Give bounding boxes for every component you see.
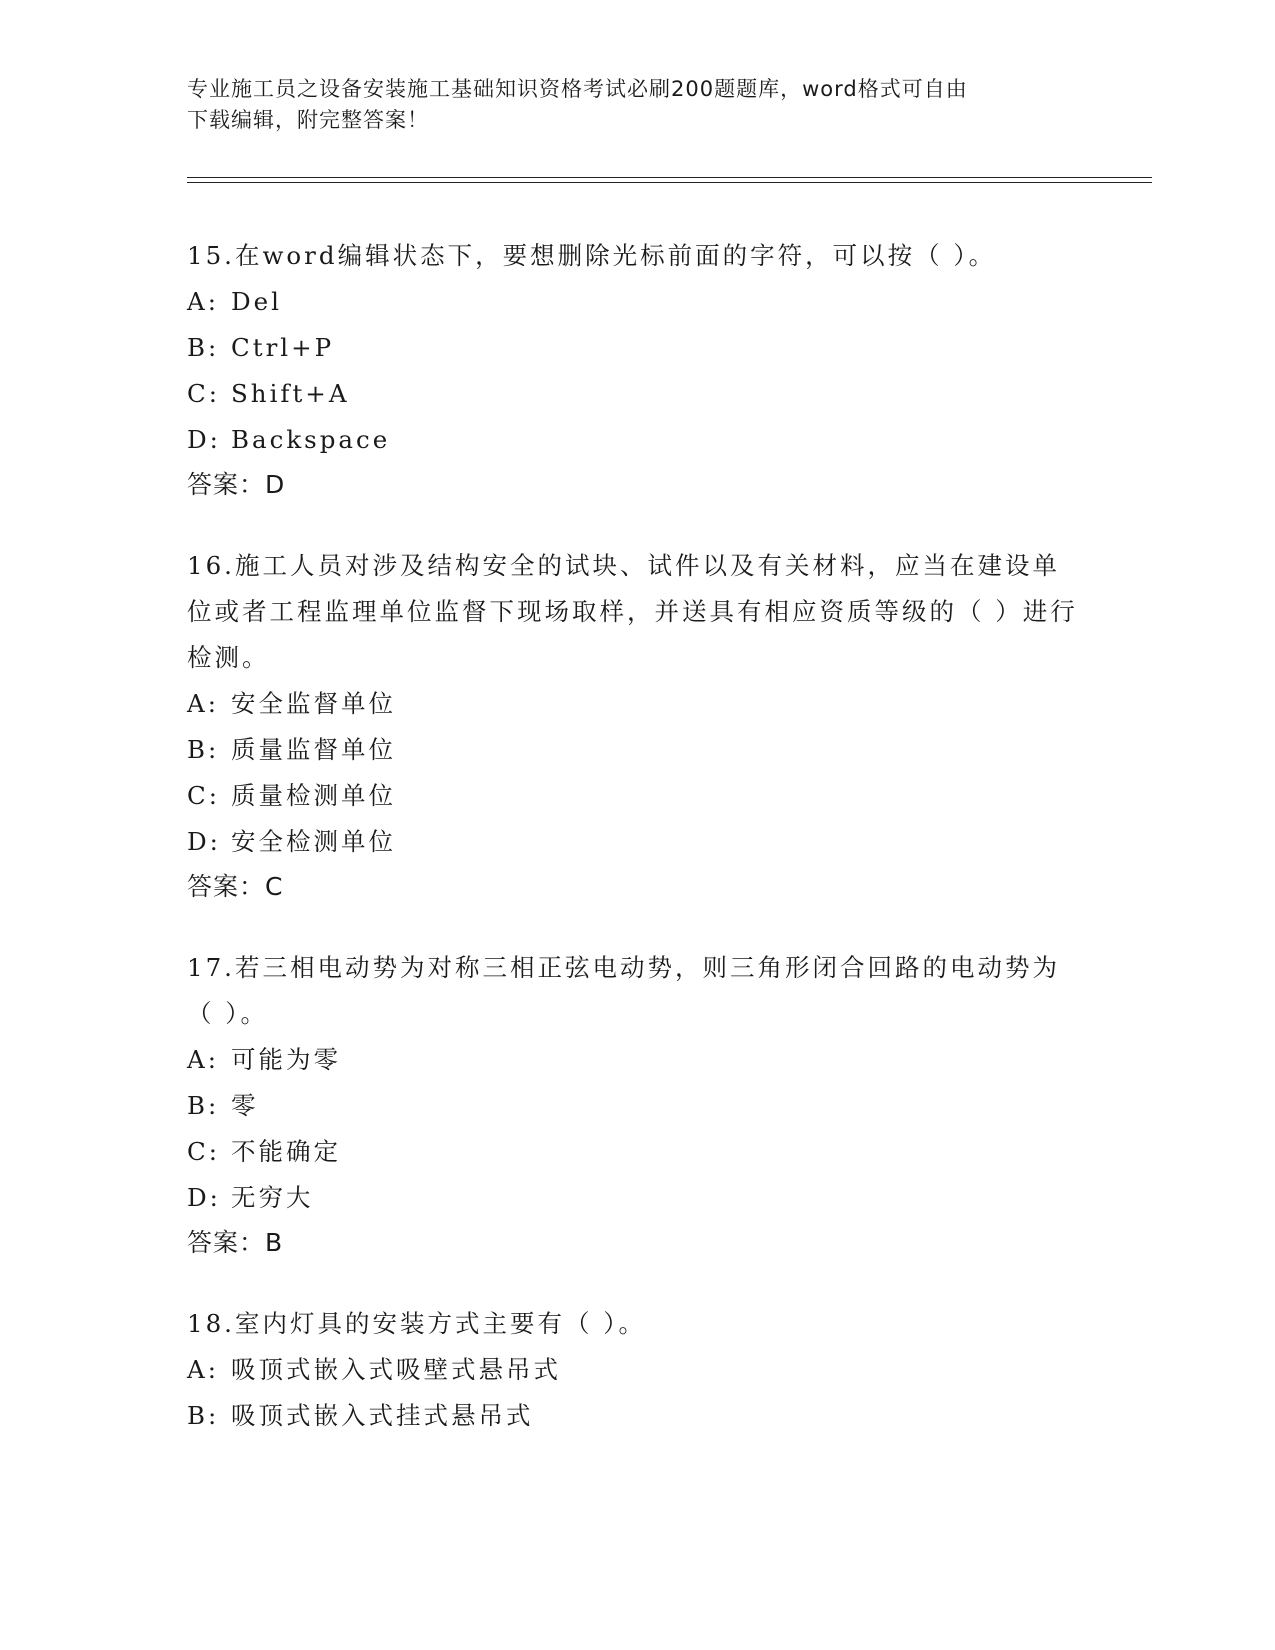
question-15 (187, 233, 1087, 507)
option-label: A: (187, 287, 219, 316)
option-d (187, 1175, 1087, 1221)
option-text: 可能为零 (231, 1045, 341, 1074)
option-d (187, 819, 1087, 865)
option-b (187, 727, 1087, 773)
header-divider-bottom (187, 182, 1152, 183)
option-a (187, 1037, 1087, 1083)
option-label: D: (187, 1183, 221, 1212)
header-line-1: 专业施工员之设备安装施工基础知识资格考试必刷200题题库，word格式可自由 (187, 77, 968, 101)
answer-line: 答案：D (187, 470, 286, 499)
option-a (187, 279, 1087, 325)
option-b (187, 325, 1087, 371)
question-list (187, 233, 1087, 1475)
answer-line: 答案：B (187, 1228, 284, 1257)
question-stem: 17.若三相电动势为对称三相正弦电动势，则三角形闭合回路的电动势为（ ）。 (187, 953, 1060, 1028)
option-a (187, 1347, 1087, 1393)
option-a (187, 681, 1087, 727)
option-text: Ctrl+P (231, 333, 335, 362)
option-label: C: (187, 1137, 221, 1166)
option-c (187, 773, 1087, 819)
question-17 (187, 945, 1087, 1265)
option-d (187, 417, 1087, 463)
option-label: B: (187, 333, 220, 362)
option-text: Del (231, 287, 282, 316)
question-stem: 15.在word编辑状态下，要想删除光标前面的字符，可以按（ ）。 (187, 241, 997, 270)
question-stem: 18.室内灯具的安装方式主要有（ ）。 (187, 1309, 646, 1338)
option-label: C: (187, 781, 221, 810)
option-text: 吸顶式嵌入式吸壁式悬吊式 (231, 1355, 561, 1384)
option-label: A: (187, 1045, 219, 1074)
option-text: 不能确定 (231, 1137, 341, 1166)
option-text: 质量监督单位 (231, 735, 396, 764)
option-text: 质量检测单位 (231, 781, 396, 810)
option-text: 安全监督单位 (231, 689, 396, 718)
option-text: 安全检测单位 (231, 827, 396, 856)
option-b (187, 1083, 1087, 1129)
option-label: B: (187, 735, 220, 764)
answer-line: 答案：C (187, 872, 284, 901)
option-text: Backspace (231, 425, 391, 454)
option-b (187, 1393, 1087, 1439)
question-16 (187, 543, 1087, 909)
option-label: B: (187, 1401, 220, 1430)
option-label: D: (187, 425, 221, 454)
option-label: C: (187, 379, 221, 408)
question-stem: 16.施工人员对涉及结构安全的试块、试件以及有关材料，应当在建设单位或者工程监理单位监督下现场取样，并送具有相应资质等级的（ ）进行检测。 (187, 551, 1078, 672)
option-text: 吸顶式嵌入式挂式悬吊式 (231, 1401, 534, 1430)
option-label: D: (187, 827, 221, 856)
option-c (187, 1129, 1087, 1175)
option-text: 无穷大 (231, 1183, 314, 1212)
header-divider-top (187, 177, 1152, 178)
option-c (187, 371, 1087, 417)
option-label: A: (187, 689, 219, 718)
header-line-2: 下载编辑，附完整答案！ (187, 108, 429, 132)
question-18 (187, 1301, 1087, 1439)
document-header (187, 74, 1067, 136)
option-text: Shift+A (231, 379, 350, 408)
option-label: A: (187, 1355, 219, 1384)
option-text: 零 (231, 1091, 259, 1120)
option-label: B: (187, 1091, 220, 1120)
